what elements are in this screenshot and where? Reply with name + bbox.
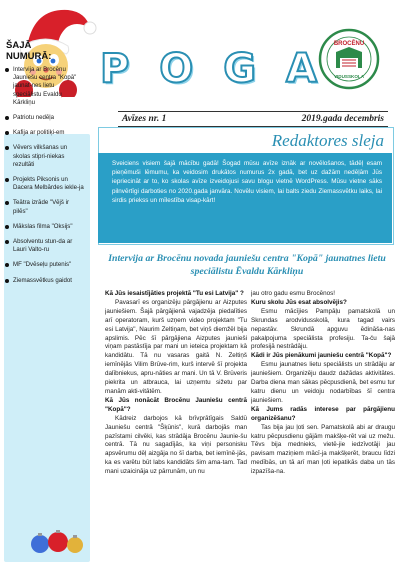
editorial-heading: Redaktores sleja xyxy=(271,131,384,150)
issue-date: 2019.gada decembris xyxy=(301,114,384,124)
toc-title xyxy=(6,40,82,62)
toc-title-line: NUMURĀ: xyxy=(6,51,52,62)
interview-question: Kā Jums radās interese par pārgājienu organizēšanu? xyxy=(251,405,395,422)
toc-item: Teātra izrāde "Vējš ir pilēs" xyxy=(4,199,84,215)
toc-item: Absolventu stun-da ar Lauri Valto-ru xyxy=(4,238,84,254)
toc-item: Vēvers vilkšanas un skolas stipri-niekas rezultāti xyxy=(4,144,84,169)
interview-answer: Tas bija jau ļoti sen. Pamatskolā abi ar draugu katru pēcpusdienu gājām makšķe-rēt vai uz mežu. Tēvs bija mednieks, vietē-jie iedzīvotāji jau pavisam maziņiem mācī-ja makšķerēt, braucu līdzi medībās, un tā arī man ļoti iepatikās daba un tās izpazīša-na. xyxy=(251,423,395,476)
toc-item: Patriotu nedēļa xyxy=(4,114,84,122)
interview-answer: Kādreiz darbojos kā brīvprātīgais Saldū Jauniešu centrā "Šķūnis", kurā darbojās man pazīstami cilvēki, kas strādāja Brocēnu Jaunie-šu centrā. Tā nu sagadījās, ka viņi personisku apsvērumu dēļ aizgāja no šī darba, bet iemīnē-jās, ka es varētu būt labs kandidāts šim ama-tam. Tad mani uzaicināja uz pārrunām, un nu xyxy=(105,414,247,476)
toc-item: Mākslas filma "Oksijs" xyxy=(4,223,84,231)
interview-answer: Pavasarī es organizēju pārgājienu ar Aizputes jauniešiem. Šajā pārgājienā vajadzēja piedalīties arī operatoram, kurš uzņem video projektam "Tu esi Latvija", Naurim Zeltiņam, bet viņš diemžēl bija apslimis. Pēc šī pārgājiena Aizputes jaunieši viņam pastāstīja par mani un ieteica projektam kā kandidātu. Tā nu vasaras gaitā N. Zeltiņš iemīnējās Vilim Brūve-rim, kurš intervē šī projekta dalībniekus, apru-nāties ar mani. Un tā V. Brūveris piekrita un atbrauca, lai uzņemtu sižetu par manām akti-vitātēm. xyxy=(105,298,247,395)
toc-item: Projekts Piksonis un Dacera Melbārdes iekle-ja xyxy=(4,176,84,192)
logo-bottom-text: VIDUSSKOLA xyxy=(333,74,365,79)
toc-title-line: ŠAJĀ xyxy=(6,40,32,51)
toc-item: Kafija ar politiķi-em xyxy=(4,129,84,137)
article-column-left xyxy=(105,290,247,560)
newspaper-title xyxy=(100,46,318,92)
interview-question: Kuru skolu Jūs esat absolvējis? xyxy=(251,298,347,306)
christmas-ornaments-icon xyxy=(28,524,84,556)
article-column-right xyxy=(251,290,395,560)
interview-question: Kā Jūs nonācāt Brocēnu Jauniešu centrā "Kopā"? xyxy=(105,396,247,413)
toc-item: Ziemassvētkus gaidot xyxy=(4,277,84,285)
toc-item: Intervija ar Brocēnu Jauniešu centra "Kopā" jaunat-nes lietu speciālistu Evaldu Kārkliņu xyxy=(4,66,84,107)
interview-answer: Esmu mācījies Pampāļu pamatskolā un Skrundas arodvidusskolā, kura tagad vairs nepastāv. Skrundā apguvu ēdināša-nas pakalpojuma speciālista profesiju. Ta-ču šajā profesijā nestrādāju. xyxy=(251,307,395,351)
interview-question: Kādi ir Jūs pienākumi jauniešu centrā "Kopā"? xyxy=(251,352,392,360)
school-logo-icon xyxy=(318,28,380,90)
interview-title: Intervija ar Brocēnu novada jauniešu centra "Kopā" jaunatnes lietu speciālistu Ēvaldu Kārkliņu xyxy=(108,253,386,277)
logo-top-text: BROCĒNU xyxy=(333,41,365,47)
title-letter: A xyxy=(286,46,318,92)
interview-answer: Esmu jaunatnes lietu speciālists un strādāju ar jauniešiem. Organizēju daudz dažādas aktivitātes. Darba diena man sākas pēcpusdienā, bet esmu tur katru dienu un veidoju nodarbības šī centra jauniešiem. xyxy=(251,361,395,404)
editorial-text: Sveiciens visiem šajā mācību gadā! Šogad mūsu avīze iznāk ar novēlošanos, tādēļ esam pieņēmuši lēmumu, ka veidosim drukātos numurus 2x gadā, bet uz dažām nedēļām Jūs iepriecināt ar to, ko skolas avīze izveidojusi savu blogu vietnē WordPress. Mūsu vietne sāks pilnvērtīgi darboties no 2020.gada janvāra. Novēlu visiem, lai balts ziedu Ziemassvētku laiks, lai sirdis priekss un mīlestība visap-kārt! xyxy=(112,160,382,204)
interview-answer: jau otro gadu esmu Brocēnos! xyxy=(251,290,336,297)
interview-question: Kā Jūs iesaistījāties projektā "Tu esi Latvija" ? xyxy=(105,290,244,297)
toc-item: MF "Dvēseļu putenis" xyxy=(4,261,84,269)
title-letter: G xyxy=(223,46,258,92)
title-letter: O xyxy=(159,46,195,92)
toc-list xyxy=(4,66,84,292)
editorial-section xyxy=(98,127,394,245)
title-letter: P xyxy=(100,46,131,92)
issue-info-bar xyxy=(118,111,388,127)
issue-number: Avīzes nr. 1 xyxy=(122,114,167,124)
